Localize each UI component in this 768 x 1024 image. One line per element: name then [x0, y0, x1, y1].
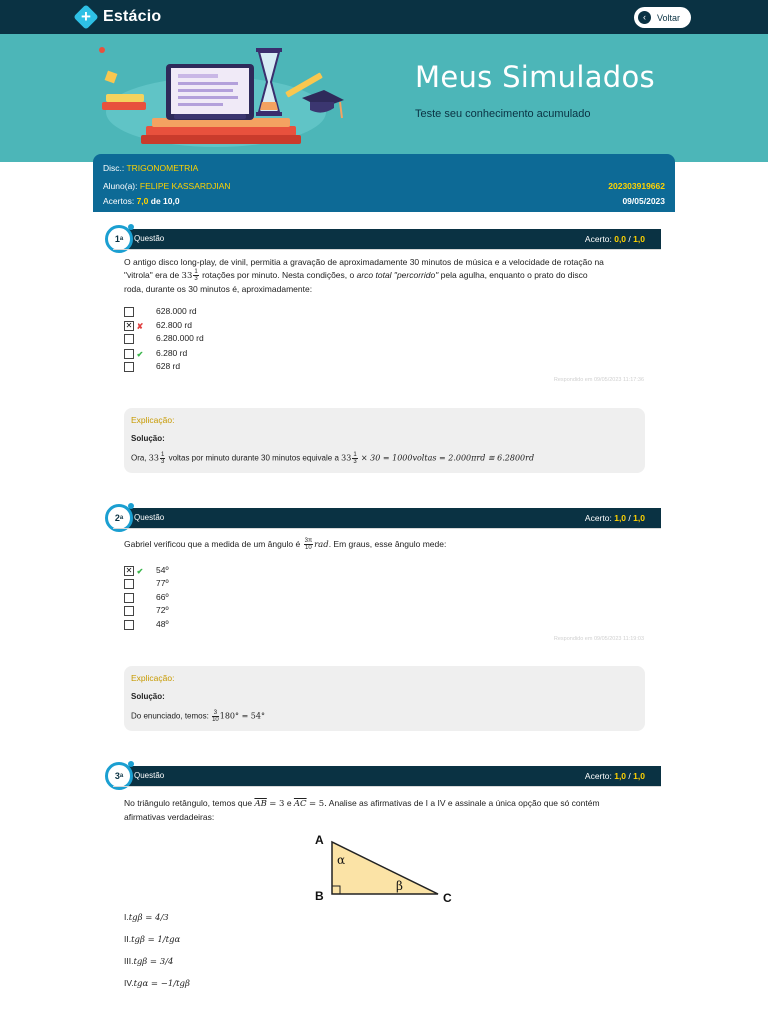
- answer-option[interactable]: 66º: [124, 592, 134, 604]
- page-subtitle: Teste seu conhecimento acumulado: [415, 108, 591, 120]
- question-header-3: [113, 766, 661, 786]
- checkbox[interactable]: [124, 349, 134, 359]
- student-value: FELIPE KASSARDJIAN: [139, 181, 231, 191]
- check-icon: ✔: [136, 566, 144, 576]
- solution-label: Solução:: [131, 434, 165, 443]
- answer-option[interactable]: ✕ ✘ 62.800 rd: [125, 320, 192, 331]
- checkbox[interactable]: [124, 593, 134, 603]
- statement-4: IV.tgα = −1/tgβ: [124, 978, 190, 989]
- solution-label: Solução:: [131, 692, 165, 701]
- answer-option[interactable]: 6.280.000 rd: [124, 333, 134, 345]
- brand-logo[interactable]: [75, 6, 161, 28]
- triangle-figure: [310, 828, 460, 908]
- question-number-badge: 3 a: [105, 762, 133, 790]
- student-label: Aluno(a):: [103, 181, 138, 191]
- checkbox-checked[interactable]: ✕: [125, 321, 133, 330]
- explanation-body: Do enunciado, temos: $\frac{3}{10}$ 180° = 54°: [131, 710, 265, 723]
- statement-3: III.tgβ = 3/4: [124, 956, 174, 967]
- checkbox[interactable]: [124, 334, 134, 344]
- hits-label: Acertos:: [103, 196, 135, 206]
- checkbox[interactable]: [124, 606, 134, 616]
- checkbox[interactable]: [124, 620, 134, 630]
- question-number-badge: 2 a: [105, 504, 133, 532]
- explanation-title: Explicação:: [131, 415, 175, 425]
- vertex-a-label: A: [315, 833, 324, 847]
- enrollment-number: 202303919662: [608, 181, 665, 191]
- question-number-badge: 1 a: [105, 225, 133, 253]
- chevron-left-icon: ‹: [638, 11, 651, 24]
- estacio-logo-icon: +: [75, 6, 97, 28]
- result-summary: [93, 154, 675, 212]
- vertex-c-label: C: [443, 891, 452, 905]
- checkbox[interactable]: [124, 579, 134, 589]
- explanation-title: Explicação:: [131, 673, 175, 683]
- hits-of: de 10,0: [150, 196, 180, 206]
- question-label: Questão: [134, 513, 165, 522]
- answer-option[interactable]: ✔ 6.280 rd: [124, 348, 145, 360]
- answer-option[interactable]: ✕ ✔ 54º: [125, 565, 169, 576]
- back-button[interactable]: [634, 7, 691, 28]
- hits-value: 7,0: [136, 196, 149, 206]
- answered-timestamp: Respondido em 09/05/2023 11:17:36: [553, 377, 644, 383]
- checkbox[interactable]: [124, 307, 134, 317]
- question-score: Acerto: 0,0 / 1,0: [584, 234, 645, 244]
- study-illustration: [96, 42, 346, 154]
- brand-name: Estácio: [103, 8, 162, 25]
- question-score: Acerto: 1,0 / 1,0: [584, 771, 645, 781]
- question-header-1: [113, 229, 661, 249]
- question-score: Acerto: 1,0 / 1,0: [584, 513, 645, 523]
- answer-option[interactable]: 77º: [124, 578, 134, 590]
- explanation-box: [124, 666, 645, 731]
- explanation-box: [124, 408, 645, 473]
- discipline-label: Disc.:: [103, 163, 125, 173]
- question-2-text: Gabriel verificou que a medida de um ângulo é $\frac{3\pi}{10}$ rad. Em graus, esse ângulo mede:: [124, 538, 447, 552]
- top-bar: [0, 0, 768, 34]
- question-3-text: No triângulo retângulo, temos que $\overline{AB} = 3$ e $\overline{AC} = 5$. Analise as afirmativas de I a IV e assinale a única opção que só contém afirmativas verdadeiras:: [124, 798, 600, 822]
- answer-option[interactable]: 628 rd: [124, 361, 134, 373]
- question-label: Questão: [134, 234, 165, 243]
- back-button-label: Voltar: [657, 12, 681, 23]
- answered-timestamp: Respondido em 09/05/2023 11:19:03: [553, 636, 644, 642]
- statement-1: I.tgβ = 4/3: [124, 912, 169, 923]
- answer-option[interactable]: 628.000 rd: [124, 306, 134, 318]
- answer-option[interactable]: 48º: [124, 619, 134, 631]
- divider: [113, 528, 661, 529]
- divider: [113, 249, 661, 250]
- question-1-text: O antigo disco long-play, de vinil, permitia a gravação de aproximadamente 30 minutos de música e a velocidade de rotação na "vitrola" era de 33 $\frac{1}{3}$ rotações por minuto. Nesta condições, o arco total "percorrido" pela agulha, enquanto o prato do disco roda, durante os 30 minutos é, aproximadamente:: [124, 257, 604, 294]
- checkbox-checked[interactable]: ✕: [125, 566, 133, 575]
- discipline-value: TRIGONOMETRIA: [126, 163, 199, 173]
- explanation-body: Ora, 33 $\frac{1}{3}$ voltas por minuto durante 30 minutos equivale a 33 $\frac{1}{3}$ × 30 = 1000voltas = 2.000πrd ≅ 6.2800rd: [131, 452, 535, 465]
- vertex-b-label: B: [315, 889, 324, 903]
- page-title: Meus Simulados: [415, 60, 655, 94]
- statement-2: II.tgβ = 1/tgα: [124, 934, 181, 945]
- checkbox[interactable]: [124, 362, 134, 372]
- exam-date: 09/05/2023: [622, 196, 665, 206]
- page-banner: [0, 34, 768, 162]
- answer-option[interactable]: 72º: [124, 605, 134, 617]
- check-icon: ✔: [136, 349, 144, 359]
- angle-beta-label: β: [396, 879, 403, 893]
- question-header-2: [113, 508, 661, 528]
- divider: [113, 786, 661, 787]
- question-label: Questão: [134, 771, 165, 780]
- wrong-icon: ✘: [136, 321, 144, 331]
- angle-alpha-label: α: [337, 853, 346, 867]
